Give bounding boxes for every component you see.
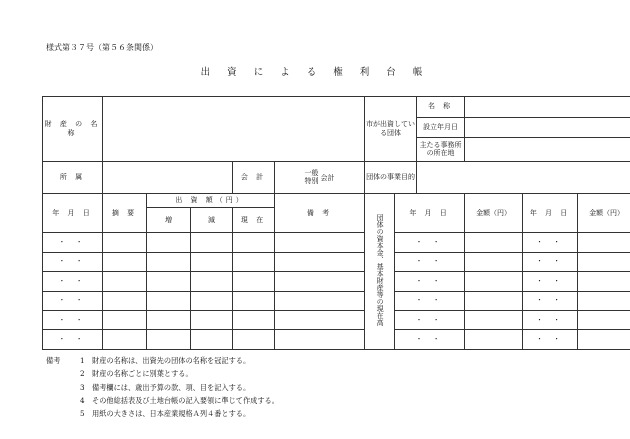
right-row-date1[interactable]: ・ ・ (395, 272, 465, 291)
row-increase[interactable] (147, 233, 191, 252)
decrease-header: 減 (191, 208, 233, 233)
right-row-date1[interactable]: ・ ・ (395, 291, 465, 310)
note-item (46, 394, 279, 407)
ledger-table (42, 96, 630, 350)
row-decrease[interactable] (191, 291, 233, 310)
main-office-cell[interactable] (465, 138, 630, 162)
right-row-date1[interactable]: ・ ・ (395, 252, 465, 271)
row-date[interactable]: ・ ・ (43, 252, 103, 271)
account-type-cell[interactable] (275, 161, 365, 193)
form-number: 様式第３７号（第５６条関係） (46, 43, 158, 52)
row-date[interactable]: ・ ・ (43, 291, 103, 310)
note-number: 4 (80, 395, 85, 405)
row-remarks[interactable] (275, 252, 365, 271)
row-summary[interactable] (103, 310, 147, 329)
right-row-date2[interactable]: ・ ・ (523, 233, 578, 252)
right-amount2-header: 金額（円） (578, 194, 630, 233)
note-number: 1 (80, 356, 85, 365)
row-decrease[interactable] (191, 330, 233, 350)
row-summary[interactable] (103, 291, 147, 310)
row-remarks[interactable] (275, 272, 365, 291)
note-item (46, 407, 279, 420)
right-row-date1[interactable]: ・ ・ (395, 233, 465, 252)
right-row-amount2[interactable] (578, 291, 630, 310)
right-row-date2[interactable]: ・ ・ (523, 272, 578, 291)
note-text: 用紙の大きさは、日本産業規格Ａ列４番とする。 (92, 409, 251, 419)
row-remarks[interactable] (275, 310, 365, 329)
page-title: 出 資 に よ る 権 利 台 帳 (200, 67, 430, 78)
right-row-amount1[interactable] (465, 252, 523, 271)
right-row-date1[interactable]: ・ ・ (395, 310, 465, 329)
account-general: 一般 (304, 169, 319, 178)
table-row (43, 252, 630, 271)
right-row-amount1[interactable] (465, 233, 523, 252)
right-date1-header: 年 月 日 (395, 194, 465, 233)
row-increase[interactable] (147, 310, 191, 329)
right-row-date2[interactable]: ・ ・ (523, 310, 578, 329)
note-item (46, 367, 279, 380)
right-row-amount2[interactable] (578, 310, 630, 329)
note-text: 備考欄には、歳出予算の款、項、目を記入する。 (92, 382, 251, 392)
affiliation-label: 所 属 (43, 161, 103, 193)
right-row-amount2[interactable] (578, 252, 630, 271)
row-remarks[interactable] (275, 291, 365, 310)
account-label: 会 計 (233, 161, 275, 193)
row-decrease[interactable] (191, 252, 233, 271)
row-current[interactable] (233, 291, 275, 310)
row-summary[interactable] (103, 330, 147, 350)
org-name-label: 名 称 (417, 97, 465, 118)
capital-side-label: 団体の資本金、基本財産等の現在高 (365, 194, 395, 350)
account-special: 特別 (304, 177, 319, 186)
note-item (46, 354, 279, 367)
note-number: 2 (80, 369, 85, 379)
row-date[interactable]: ・ ・ (43, 272, 103, 291)
note-text: 財産の名称は、出資先の団体の名称を冠記する。 (92, 356, 251, 365)
established-label: 設立年月日 (417, 117, 465, 138)
row-decrease[interactable] (191, 233, 233, 252)
row-current[interactable] (233, 252, 275, 271)
right-row-amount1[interactable] (465, 310, 523, 329)
right-row-date2[interactable]: ・ ・ (523, 252, 578, 271)
table-row (43, 233, 630, 252)
note-number: 3 (80, 382, 85, 392)
row-current[interactable] (233, 272, 275, 291)
row-summary[interactable] (103, 272, 147, 291)
row-date[interactable]: ・ ・ (43, 233, 103, 252)
right-row-amount2[interactable] (578, 233, 630, 252)
summary-header: 摘 要 (103, 194, 147, 233)
row-increase[interactable] (147, 291, 191, 310)
established-cell[interactable] (465, 117, 630, 138)
row-current[interactable] (233, 233, 275, 252)
row-decrease[interactable] (191, 272, 233, 291)
row-remarks[interactable] (275, 330, 365, 350)
business-purpose-label: 団体の事業目的 (365, 161, 417, 193)
property-name-label: 財 産 の 名 称 (43, 97, 103, 162)
affiliation-cell[interactable] (103, 161, 233, 193)
investing-org-label: 市が出資している団体 (365, 97, 417, 162)
right-row-amount1[interactable] (465, 291, 523, 310)
right-row-amount2[interactable] (578, 272, 630, 291)
table-row (43, 310, 630, 329)
row-increase[interactable] (147, 272, 191, 291)
note-text: 財産の名称ごとに別葉とする。 (92, 369, 193, 379)
right-row-date2[interactable]: ・ ・ (523, 291, 578, 310)
table-row (43, 291, 630, 310)
right-row-date2[interactable]: ・ ・ (523, 330, 578, 350)
account-suffix: 会計 (320, 173, 335, 182)
date-header: 年 月 日 (43, 194, 103, 233)
right-amount1-header: 金額（円） (465, 194, 523, 233)
table-row (43, 330, 630, 350)
row-remarks[interactable] (275, 233, 365, 252)
row-current[interactable] (233, 330, 275, 350)
org-name-cell[interactable] (465, 97, 630, 118)
right-row-amount1[interactable] (465, 272, 523, 291)
right-row-date1[interactable]: ・ ・ (395, 330, 465, 350)
row-summary[interactable] (103, 233, 147, 252)
row-increase[interactable] (147, 252, 191, 271)
property-name-cell[interactable] (103, 97, 365, 162)
row-decrease[interactable] (191, 310, 233, 329)
investment-header: 出 資 額（円） (147, 194, 275, 208)
row-date[interactable]: ・ ・ (43, 310, 103, 329)
notes-label: 備考 (46, 356, 61, 365)
remarks-header: 備 考 (275, 194, 365, 233)
note-item (46, 381, 279, 394)
right-row-amount1[interactable] (465, 330, 523, 350)
table-row (43, 272, 630, 291)
notes-section (46, 354, 279, 420)
right-row-amount2[interactable] (578, 330, 630, 350)
business-purpose-cell[interactable] (417, 161, 630, 193)
main-office-label: 主たる事務所の所在地 (417, 138, 465, 162)
row-increase[interactable] (147, 330, 191, 350)
note-text: その他総括表及び土地台帳の記入要領に準じて作成する。 (92, 395, 279, 405)
increase-header: 増 (147, 208, 191, 233)
row-summary[interactable] (103, 252, 147, 271)
row-current[interactable] (233, 310, 275, 329)
current-header: 現 在 (233, 208, 275, 233)
row-date[interactable]: ・ ・ (43, 330, 103, 350)
right-date2-header: 年 月 日 (523, 194, 578, 233)
note-number: 5 (80, 409, 85, 419)
